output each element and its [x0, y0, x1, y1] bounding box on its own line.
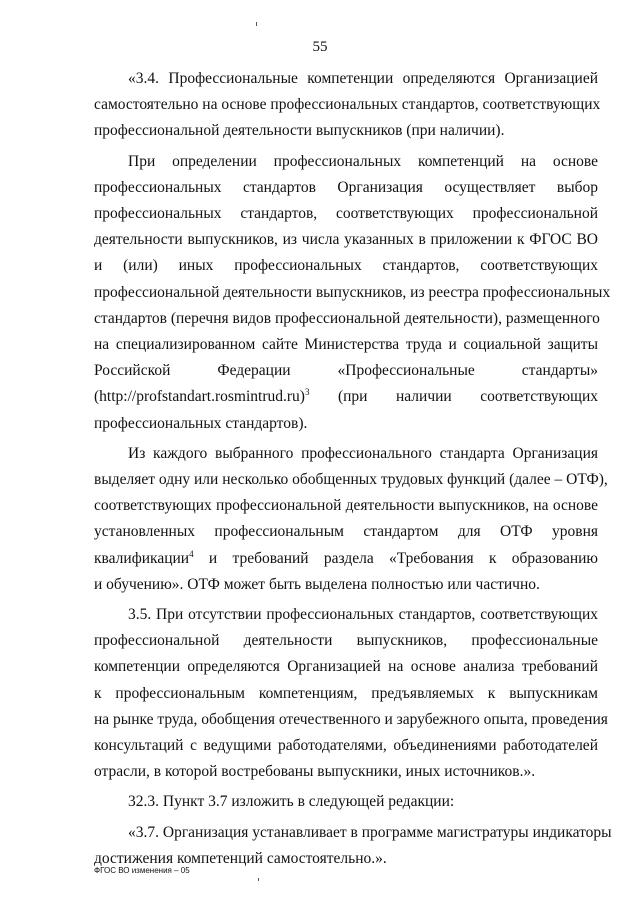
text-line-with-footnote — [94, 546, 598, 572]
document-body — [94, 66, 612, 872]
text-line: Из каждого выбранного профессионального стандарта Организация — [128, 444, 598, 462]
paragraph-3-7 — [94, 820, 612, 872]
text-line: достижения компетенций самостоятельно.». — [94, 849, 387, 867]
text-line: При определении профессиональных компетенций на основе — [128, 152, 598, 170]
text-line: профессиональных стандартов). — [94, 414, 308, 432]
text-line: на специализированном сайте Министерства труда и социальной защиты — [94, 336, 598, 354]
text-line: 3.5. При отсутствии профессиональных стандартов, соответствующих — [128, 606, 598, 624]
text-fragment: и требований раздела «Требования к образованию — [193, 549, 598, 567]
document-footer: ФГОС ВО изменения – 05 — [94, 866, 190, 875]
paragraph-3-5 — [94, 602, 608, 785]
text-line: соответствующих профессиональной деятельности выпускников, на основе — [94, 497, 598, 515]
footnote-ref-4: 4 — [189, 548, 194, 559]
text-line: к профессиональным компетенциям, предъявляемых к выпускникам — [94, 684, 598, 702]
text-line: и обучению». ОТФ может быть выделена полностью или частично. — [94, 575, 540, 593]
text-line: профессиональных стандартов, соответствующих профессиональной — [94, 205, 598, 223]
text-line: профессиональной деятельности выпускников, профессиональные — [94, 632, 598, 650]
paragraph-standards-selection — [94, 149, 611, 437]
text-line: на рынке труда, обобщения отечественного и зарубежного опыта, проведения — [94, 710, 608, 728]
text-line: профессиональных стандартов Организация осуществляет выбор — [94, 178, 598, 196]
text-line: отрасли, в которой востребованы выпускники, иных источников.». — [94, 763, 536, 781]
text-line: консультаций с ведущими работодателями, объединениями работодателей — [94, 737, 598, 755]
text-fragment: квалификации — [94, 549, 190, 567]
text-line: 32.3. Пункт 3.7 изложить в следующей редакции: — [128, 793, 455, 811]
text-line: стандартов (перечня видов профессиональной деятельности), размещенного — [94, 309, 600, 327]
text-line: профессиональной деятельности выпускников (при наличии). — [94, 122, 505, 140]
text-line: профессиональной деятельности выпускников, из реестра профессиональных — [94, 283, 611, 301]
text-line: установленных профессиональным стандартом для ОТФ уровня — [94, 523, 598, 541]
text-line: компетенции определяются Организацией на основе анализа требований — [94, 658, 598, 676]
page-number: 55 — [312, 39, 328, 55]
text-line-with-footnote — [94, 384, 598, 410]
paragraph-32-3 — [94, 789, 598, 815]
text-line: деятельности выпускников, из числа указанных в приложении к ФГОС ВО — [94, 231, 598, 249]
paragraph-otf — [94, 441, 608, 598]
text-line: выделяет одну или несколько обобщенных трудовых функций (далее – ОТФ), — [94, 471, 608, 489]
paragraph-3-4 — [94, 66, 601, 145]
text-line: и (или) иных профессиональных стандартов, соответствующих — [94, 257, 598, 275]
text-line: самостоятельно на основе профессиональных стандартов, соответствующих — [94, 96, 601, 114]
text-line: Российской Федерации «Профессиональные стандарты» — [94, 362, 598, 380]
text-fragment: (при наличии соответствующих — [309, 388, 598, 406]
footnote-ref-3: 3 — [304, 387, 310, 398]
url-text: (http://profstandart.rosmintrud.ru) — [94, 388, 305, 406]
text-line: «3.4. Профессиональные компетенции определяются Организацией — [128, 70, 598, 87]
scan-mark — [256, 22, 257, 26]
text-line: «3.7. Организация устанавливает в программе магистратуры индикаторы — [128, 823, 612, 841]
scan-mark — [258, 878, 259, 881]
